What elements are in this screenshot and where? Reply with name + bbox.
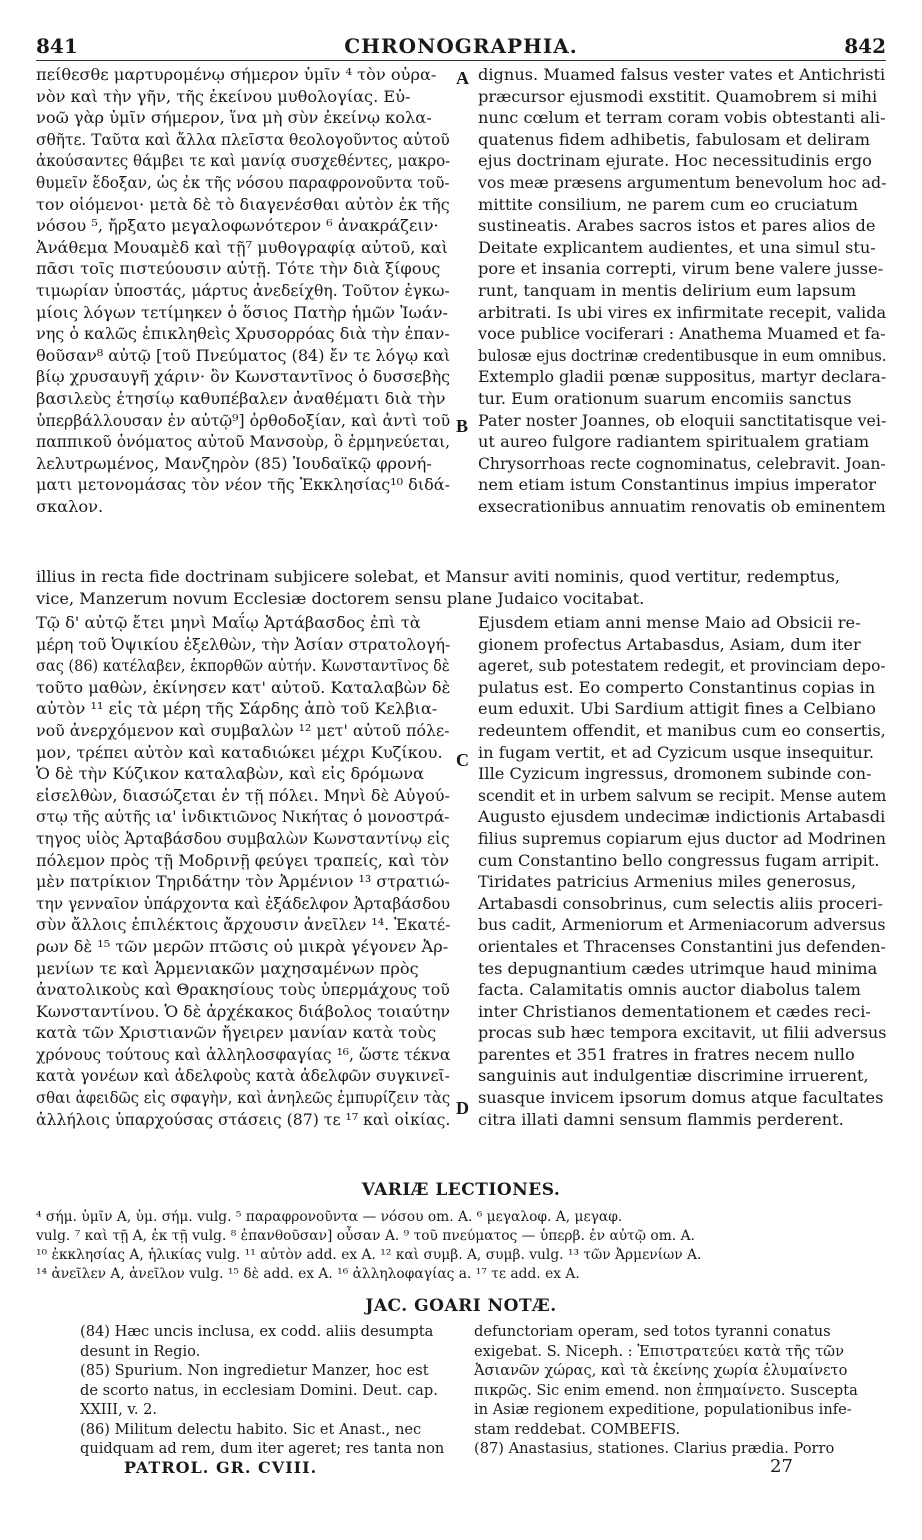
greek-text-line: Ἀνάθεμα Μουαμὲδ καὶ τῇ⁷ μυθογραφίᾳ αὐτοῦ, καὶ: [36, 237, 448, 257]
greek-text-line: ρων δὲ ¹⁵ τῶν μερῶν πτῶσις οὐ μικρὰ γέγονεν Ἀρ-: [36, 936, 449, 956]
page-header: [36, 30, 886, 61]
greek-text-line: μέρη τοῦ Ὀψικίου ἐξελθὼν, τὴν Ἀσίαν στρατολογή-: [36, 634, 451, 654]
greek-text-line: πόλεμον πρὸς τῇ Μοδρινῇ φεύγει τραπείς, καὶ τὸν: [36, 850, 450, 870]
latin-text-line: Pater noster Joannes, ob eloquii sanctitatisque vei-: [478, 410, 887, 430]
note-line: (87) Anastasius, stationes. Clarius prædia. Porro: [474, 1440, 835, 1457]
greek-text-line: θυμεῖν ἔδοξαν, ὡς ἐκ τῆς νόσου παραφρονοῦντα τοῦ-: [36, 172, 450, 192]
latin-text-line: scendit et in urbem salvum se recipit. Mense autem: [478, 785, 887, 805]
running-title: CHRONOGRAPHIA.: [344, 34, 578, 58]
margin-marker-d: D: [456, 1098, 469, 1118]
latin-text-line: pore et insania correpti, virum bene valere jusse-: [478, 259, 884, 279]
note-line: quidquam ad rem, dum iter ageret; res tanta non: [80, 1440, 445, 1457]
note-line: exigebat. S. Niceph. : Ἐπιστρατεύει κατὰ τῆς τῶν: [474, 1342, 844, 1360]
signature-number: 27: [770, 1456, 793, 1477]
latin-text-line: vos meæ præsens argumentum benevolum hoc ad-: [478, 172, 887, 192]
latin-text-line: bus cadit, Armeniorum et Armeniacorum adversus: [478, 915, 886, 935]
greek-text-line: Κωνσταντίνου. Ὁ δὲ ἀρχέκακος διάβολος τοιαύτην: [36, 1001, 450, 1021]
latin-text-line: nunc cœlum et terram coram vobis obtestanti ali-: [478, 108, 886, 128]
greek-text-line: Τῷ δ' αὐτῷ ἔτει μηνὶ Μαΐῳ Ἀρτάβασδος ἐπὶ τὰ: [36, 613, 421, 632]
greek-text-line: κατὰ γονέων καὶ ἀδελφοὺς κατὰ ἀδελφῶν συγκινεῖ-: [36, 1066, 450, 1086]
latin-text-line: arbitrati. Is ubi vires ex infirmitate recepit, valida: [478, 302, 886, 322]
greek-text-line: βασιλεὺς ἐτησίῳ καθυπέβαλεν ἀναθέματι διὰ τὴν: [36, 388, 446, 408]
greek-text-line: σας (86) κατέλαβεν, ἐκπορθῶν αὐτήν. Κωνσταντῖνος δὲ: [36, 656, 450, 676]
latin-text-line: Ille Cyzicum ingressus, dromonem subinde con-: [478, 764, 872, 784]
greek-text-line: ματι μετονομάσας τὸν νέον τῆς Ἐκκλησίας¹⁰ διδά-: [36, 475, 451, 495]
greek-text-line: τηγος υἱὸς Ἀρταβάσδου συμβαλὼν Κωνσταντίνῳ εἰς: [36, 828, 450, 848]
greek-text-line: αὐτὸν ¹¹ εἰς τὰ μέρη τῆς Σάρδης ἀπὸ τοῦ Κελβια-: [36, 699, 438, 719]
variae-lectiones: [36, 1208, 886, 1284]
latin-text-line: runt, tanquam in mentis delirium eum lapsum: [478, 280, 857, 300]
note-line: stam reddebat. COMBEFIS.: [474, 1420, 681, 1438]
variant-reading-line: ¹⁰ ἐκκλησίας A, ἡλικίας vulg. ¹¹ αὐτὸν add. ex A. ¹² καὶ συμβ. A, συμβ. vulg. ¹³ τῶν Ἀρμενίων A.: [36, 1247, 702, 1263]
variant-reading-line: ⁴ σήμ. ὑμῖν A, ὑμ. σήμ. vulg. ⁵ παραφρονοῦντα — νόσου om. A. ⁶ μεγαλοφ. A, μεγαφ.: [36, 1209, 623, 1225]
latin-text-line: voce publice vociferari : Anathema Muamed et fa-: [478, 324, 886, 344]
note-line: XXIII, v. 2.: [80, 1401, 158, 1418]
greek-text-line: τον οἰόμενοι· μετὰ δὲ τὸ διαγενέσθαι αὐτὸν ἐκ τῆς: [36, 194, 450, 214]
greek-text-line: νὸν καὶ τὴν γῆν, τῆς ἐκείνου μυθολογίας. Εὐ-: [36, 86, 411, 106]
latin-text-line: redeuntem offendit, et manibus cum eo consertis,: [478, 720, 886, 740]
margin-marker-a: A: [456, 68, 469, 88]
latin-text-line: filius supremus copiarum ejus ductor ad Modrinen: [478, 828, 886, 848]
latin-text-line: mittite consilium, ne parem cum eo cruciatum: [478, 194, 858, 214]
notes-title: JAC. GOARI NOTÆ.: [365, 1296, 557, 1316]
greek-text-line: Ὁ δὲ τὴν Κύζικον καταλαβὼν, καὶ εἰς δρόμωνα: [36, 764, 424, 784]
note-line: πικρῶς. Sic enim emend. non ἐπημαίνετο. Suscepta: [474, 1381, 858, 1399]
latin-text-line: orientales et Thracenses Constantini jus defenden-: [478, 936, 886, 956]
latin-text-line: inter Christianos dementationem et cædes reci-: [478, 1001, 871, 1021]
latin-text-line: sanguinis aut indulgentiæ discrimine irruerent,: [478, 1066, 869, 1086]
note-line: de scorto natus, in ecclesiam Domini. Deut. cap.: [80, 1381, 438, 1399]
latin-text-line: pulatus est. Eo comperto Constantinus copias in: [478, 677, 876, 697]
latin-column-bottom: [478, 612, 886, 1130]
latin-text-line: dignus. Muamed falsus vester vates et Antichristi: [478, 65, 886, 84]
latin-text-line: sustineatis. Arabes sacros istos et pares alios de: [478, 216, 876, 236]
latin-text-line: cum Constantino bello congressus fugam arripit.: [478, 850, 880, 870]
variant-reading-line: ¹⁴ ἀνεῖλεν A, ἀνεῖλον vulg. ¹⁵ δὲ add. ex A. ¹⁶ ἀλληλοφαγίας a. ¹⁷ τε add. ex A.: [36, 1266, 580, 1282]
greek-text-line: σθαι ἀφειδῶς εἰς σφαγὴν, καὶ ἀνηλεῶς ἐμπυρίζειν τὰς: [36, 1088, 451, 1108]
margin-marker-b: B: [456, 416, 469, 436]
greek-text-line: τοῦτο μαθὼν, ἐκίνησεν κατ' αὐτοῦ. Καταλαβὼν δὲ: [36, 677, 451, 697]
greek-text-line: ἀνατολικοὺς καὶ Θρακησίους τοὺς ὑπερμάχους τοῦ: [36, 980, 450, 1000]
greek-text-line: χρόνους τούτους καὶ ἀλληλοσφαγίας ¹⁶, ὥστε τέκνα: [36, 1044, 451, 1064]
latin-text-line: tes depugnantium cædes utrimque haud minima: [478, 958, 878, 978]
latin-text-line: ejus doctrinam ejurate. Hoc necessitudinis ergo: [478, 151, 872, 171]
note-line: (86) Militum delectu habito. Sic et Anast., nec: [80, 1420, 422, 1438]
latin-text-line: præcursor ejusmodi exstitit. Quamobrem si mihi: [478, 86, 878, 106]
note-line: (84) Hæc uncis inclusa, ex codd. aliis desumpta: [80, 1323, 434, 1340]
greek-column-bottom: [36, 612, 450, 1130]
note-line: defunctoriam operam, sed totos tyranni conatus: [474, 1323, 831, 1340]
latin-text-line: citra illati damni sensum flammis perderent.: [478, 1109, 844, 1129]
latin-text-line: Deitate explicantem audientes, et una simul stu-: [478, 237, 876, 257]
greek-text-line: σὺν ἄλλοις ἐπιλέκτοις ἄρχουσιν ἀνεῖλεν ¹⁴. Ἑκατέ-: [36, 915, 451, 935]
latin-text-line: suasque invicem ipsorum domus atque facultates: [478, 1088, 884, 1108]
latin-text-line: in fugam vertit, et ad Cyzicum usque insequitur.: [478, 742, 874, 762]
latin-text-line: ageret, sub potestatem redegit, et provinciam depo-: [478, 656, 886, 676]
variant-reading-line: vulg. ⁷ καὶ τῇ A, ἐκ τῇ vulg. ⁸ ἐπανθοῦσαν] οὖσαν A. ⁹ τοῦ πνεύματος — ὑπερβ. ἐν αὐτῷ om. A.: [36, 1228, 695, 1244]
right-page-number: 842: [844, 34, 886, 58]
latin-text-line: facta. Calamitatis omnis auctor diabolus talem: [478, 980, 861, 1000]
greek-text-line: πείθεσθε μαρτυρομένῳ σήμερον ὑμῖν ⁴ τὸν οὐρα-: [36, 65, 437, 84]
latin-text-line: parentes et 351 fratres in fratres necem nullo: [478, 1044, 855, 1064]
notes-left-column: [80, 1322, 460, 1459]
greek-text-line: μον, τρέπει αὐτὸν καὶ καταδιώκει μέχρι Κυζίκου.: [36, 742, 443, 762]
greek-text-line: βίῳ χρυσαυγῆ χάριν· ὃν Κωνσταντῖνος ὁ δυσσεβὴς: [36, 367, 451, 387]
greek-text-line: θοῦσαν⁸ αὐτῷ [τοῦ Πνεύματος (84) ἔν τε λόγῳ καὶ: [36, 345, 451, 365]
latin-text-line: Artabasdi consobrinus, cum selectis aliis proceri-: [478, 893, 883, 913]
latin-text-line: Augusto ejusdem undecimæ indictionis Artabasdi: [478, 807, 886, 827]
latin-text-line: tur. Eum orationum suarum encomiis sanctus: [478, 388, 852, 408]
notes-right-column: [474, 1322, 894, 1459]
latin-text-line: exsecrationibus annuatim renovatis ob eminentem: [478, 496, 886, 516]
full-width-lines: [36, 566, 886, 610]
greek-text-line: νοῶ γὰρ ὑμῖν σήμερον, ἵνα μὴ σὺν ἐκείνῳ κολα-: [36, 108, 432, 128]
full-width-text-line: vice, Manzerum novum Ecclesiæ doctorem sensu plane Judaico vocitabat.: [36, 589, 645, 608]
greek-text-line: λελυτρωμένος, Μανζηρὸν (85) Ἰουδαϊκῷ φρονή-: [36, 453, 432, 473]
greek-text-line: νοῦ ἀνερχόμενον καὶ συμβαλὼν ¹² μετ' αὐτοῦ πόλε-: [36, 720, 450, 740]
note-line: (85) Spurium. Non ingredietur Manzer, hoc est: [80, 1362, 429, 1379]
greek-text-line: πᾶσι τοῖς πιστεύουσιν αὐτῇ. Τότε τὴν διὰ ξίφους: [36, 259, 441, 279]
latin-text-line: eum eduxit. Ubi Sardium attigit fines a Celbiano: [478, 699, 876, 719]
variae-lectiones-title: VARIÆ LECTIONES.: [361, 1180, 561, 1200]
note-line: in Asiæ regionem expeditione, populationibus infe-: [474, 1401, 852, 1418]
full-width-text-line: illius in recta fide doctrinam subjicere solebat, et Mansur aviti nominis, quod vertitur, redemptus,: [36, 567, 841, 586]
greek-text-line: μενίων τε καὶ Ἀρμενιακῶν μαχησαμένων πρὸς: [36, 958, 419, 978]
greek-text-line: νόσου ⁵, ἤρξατο μεγαλοφωνότερον ⁶ ἀνακράζειν·: [36, 216, 439, 236]
latin-text-line: Tiridates patricius Armenius miles generosus,: [478, 872, 857, 892]
greek-text-line: νης ὁ καλῶς ἐπικληθεὶς Χρυσορρόας διὰ τὴν ἐπαν-: [36, 324, 450, 344]
greek-text-line: στῳ τῆς αὐτῆς ια' ἰνδικτιῶνος Νικήτας ὁ μονοστρά-: [36, 807, 450, 827]
greek-text-line: εἰσελθὼν, διασώζεται ἐν τῇ πόλει. Μηνὶ δὲ Αὐγού-: [36, 785, 450, 805]
latin-text-line: Extemplo gladii pœnæ suppositus, martyr declara-: [478, 367, 887, 387]
latin-text-line: ut aureo fulgore radiantem spiritualem gratiam: [478, 432, 870, 452]
greek-text-line: σθῆτε. Ταῦτα καὶ ἄλλα πλεῖστα θεολογοῦντος αὐτοῦ: [36, 129, 450, 149]
greek-text-line: παππικοῦ ὀνόματος αὐτοῦ Μανσοὺρ, ὃ ἑρμηνεύεται,: [36, 432, 451, 452]
greek-text-line: κατὰ τῶν Χριστιανῶν ἤγειρεν μανίαν κατὰ τοὺς: [36, 1023, 437, 1043]
latin-text-line: nem etiam istum Constantinus impius imperator: [478, 475, 877, 495]
greek-column-top: [36, 64, 450, 517]
signature-mark: PATROL. GR. CVIII.: [124, 1458, 318, 1477]
greek-text-line: ὑπερβάλλουσαν ἐν αὐτῷ⁹] ὀρθοδοξίαν, καὶ ἀντὶ τοῦ: [36, 410, 451, 430]
left-page-number: 841: [36, 34, 78, 58]
note-line: Ἀσιανῶν χώρας, καὶ τὰ ἐκείνης χωρία ἐλυμαίνετο: [474, 1362, 848, 1379]
greek-text-line: μὲν πατρίκιον Τηριδάτην τὸν Ἀρμένιον ¹³ στρατιώ-: [36, 872, 450, 892]
greek-text-line: ἀλλήλοις ὑπαρχούσας στάσεις (87) τε ¹⁷ καὶ οἰκίας.: [36, 1109, 451, 1129]
greek-text-line: τιμωρίαν ὑποστάς, μάρτυς ἀνεδείχθη. Τοῦτον ἐγκω-: [36, 280, 450, 300]
note-line: desunt in Regio.: [80, 1342, 201, 1360]
margin-marker-c: C: [456, 750, 469, 770]
greek-text-line: την γενναῖον ὑπάρχοντα καὶ ἐξάδελφον Ἀρταβάσδου: [36, 893, 451, 913]
latin-text-line: Ejusdem etiam anni mense Maio ad Obsicii re-: [478, 613, 861, 632]
greek-text-line: ἀκούσαντες θάμβει τε καὶ μανίᾳ συσχεθέντες, μακρο-: [36, 151, 451, 171]
greek-text-line: σκαλον.: [36, 496, 104, 516]
latin-text-line: bulosæ ejus doctrinæ credentibusque in eum omnibus.: [478, 345, 887, 365]
latin-text-line: procas sub hæc tempora excitavit, ut filii adversus: [478, 1023, 887, 1043]
latin-text-line: quatenus fidem adhibetis, fabulosam et deliram: [478, 129, 870, 149]
latin-text-line: gionem profectus Artabasdus, Asiam, dum iter: [478, 634, 861, 654]
latin-column-top: [478, 64, 886, 517]
latin-text-line: Chrysorrhoas recte cognominatus, celebravit. Joan-: [478, 453, 886, 473]
greek-text-line: μίοις λόγων τετίμηκεν ὁ ὅσιος Πατὴρ ἡμῶν Ἰωάν-: [36, 302, 449, 322]
